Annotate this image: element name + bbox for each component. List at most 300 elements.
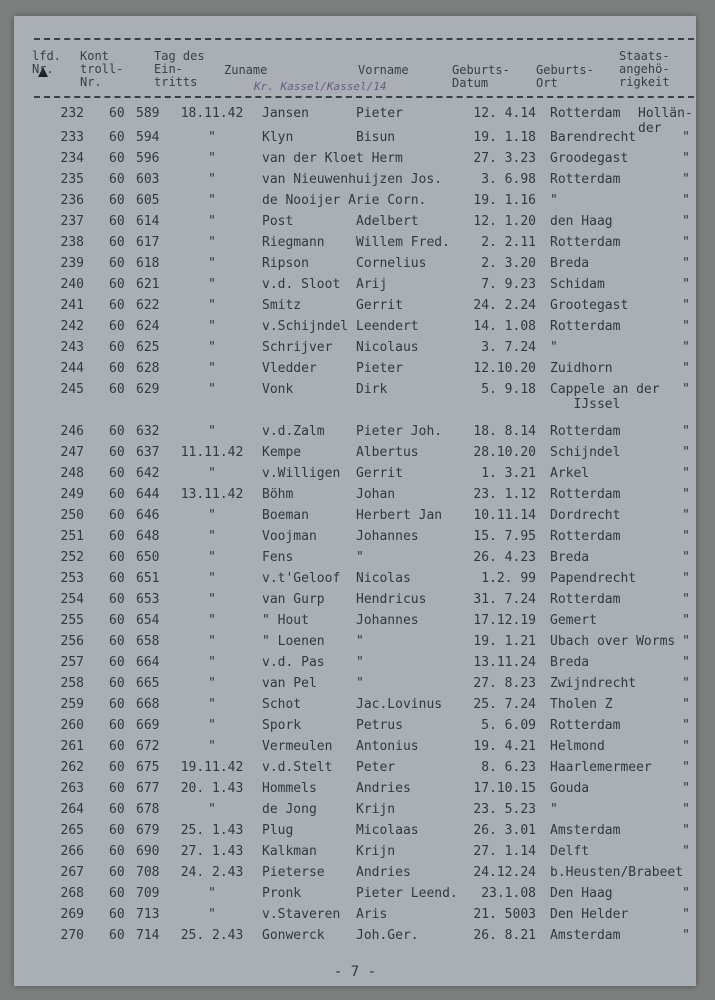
cell-a: 60 [109, 718, 125, 733]
cell-nr: 265 [60, 823, 84, 838]
cell-b: 690 [136, 844, 160, 859]
cell-staat: " [682, 529, 690, 544]
cell-staat: " [682, 781, 690, 796]
cell-a: 60 [109, 802, 125, 817]
cell-nr: 264 [60, 802, 84, 817]
cell-staat: " [682, 424, 690, 439]
cell-nr: 257 [60, 655, 84, 670]
cell-ort: Amsterdam [550, 823, 621, 838]
cell-a: 60 [109, 340, 125, 355]
cell-nr: 268 [60, 886, 84, 901]
cell-datum: 23.1.08 [481, 886, 536, 901]
cell-datum: 17.10.15 [473, 781, 536, 796]
header-geburtsdatum: Geburts- Datum [452, 63, 510, 90]
cell-staat: " [682, 928, 690, 943]
cell-ort: den Haag [550, 214, 613, 229]
cell-vorname: Aris [356, 907, 388, 922]
cell-tag: " [208, 592, 216, 607]
cell-tag: 25. 1.43 [180, 823, 244, 838]
cell-b: 658 [136, 634, 160, 649]
cell-staat: " [682, 319, 690, 334]
header-staatsangehoerigkeit: Staats- angehö- rigkeit [619, 49, 670, 89]
cell-tag: " [208, 151, 216, 166]
cell-vorname: Nicolaus [356, 340, 419, 355]
cell-a: 60 [109, 277, 125, 292]
cell-b: 714 [136, 928, 160, 943]
cell-tag: " [208, 550, 216, 565]
cell-zuname: v.d. Sloot [262, 277, 341, 292]
cell-a: 60 [109, 193, 125, 208]
cell-tag: " [208, 508, 216, 523]
cell-b: 651 [136, 571, 160, 586]
cell-staat: " [682, 466, 690, 481]
cell-nr: 242 [60, 319, 84, 334]
cell-staat: " [682, 655, 690, 670]
cell-nr: 261 [60, 739, 84, 754]
cell-vorname: Jac.Lovinus [356, 697, 443, 712]
cell-vorname: Adelbert [356, 214, 419, 229]
cell-datum: 3. 7.24 [481, 340, 536, 355]
header-vorname: Vorname [358, 63, 409, 77]
cell-a: 60 [109, 928, 125, 943]
cell-vorname: Krijn [356, 844, 396, 859]
cell-tag: " [208, 277, 216, 292]
cell-zuname: v.d.Stelt [262, 760, 333, 775]
cell-nr: 236 [60, 193, 84, 208]
cell-b: 614 [136, 214, 160, 229]
cell-a: 60 [109, 319, 125, 334]
cell-nr: 249 [60, 487, 84, 502]
cell-b: 605 [136, 193, 160, 208]
document-page [14, 16, 696, 986]
cell-a: 60 [109, 151, 125, 166]
cell-staat: Hollän- der [638, 106, 693, 136]
cell-datum: 25. 7.24 [473, 697, 536, 712]
cell-b: 679 [136, 823, 160, 838]
cell-tag: " [208, 802, 216, 817]
cell-nr: 248 [60, 466, 84, 481]
cell-staat: " [682, 445, 690, 460]
cell-a: 60 [109, 529, 125, 544]
cell-zuname: Schot [262, 697, 302, 712]
cell-staat: " [682, 214, 690, 229]
cell-nr: 262 [60, 760, 84, 775]
cell-tag: " [208, 235, 216, 250]
cell-tag: " [208, 361, 216, 376]
header-bottom-rule [34, 96, 694, 98]
cell-zuname: Pronk [262, 886, 302, 901]
cell-vorname: Bisun [356, 130, 396, 145]
cell-b: 708 [136, 865, 160, 880]
cell-b: 677 [136, 781, 160, 796]
cell-zuname: v.t'Geloof [262, 571, 341, 586]
cell-nr: 247 [60, 445, 84, 460]
cell-ort: Barendrecht [550, 130, 637, 145]
cell-zuname: v.Willigen [262, 466, 341, 481]
cell-ort: Cappele an der IJssel [550, 382, 660, 412]
cell-b: 622 [136, 298, 160, 313]
cell-tag: 27. 1.43 [180, 844, 244, 859]
cell-nr: 245 [60, 382, 84, 397]
cell-b: 648 [136, 529, 160, 544]
cell-staat: " [682, 172, 690, 187]
cell-nr: 259 [60, 697, 84, 712]
cell-vorname: " [356, 550, 364, 565]
cell-a: 60 [109, 382, 125, 397]
cell-tag: 25. 2.43 [180, 928, 244, 943]
cell-b: 669 [136, 718, 160, 733]
cell-a: 60 [109, 256, 125, 271]
cell-staat: " [682, 256, 690, 271]
cell-zuname: Ripson [262, 256, 309, 271]
cell-staat: " [682, 508, 690, 523]
cell-nr: 256 [60, 634, 84, 649]
cell-staat: " [682, 193, 690, 208]
cell-tag: " [208, 130, 216, 145]
cell-vorname: " [356, 634, 364, 649]
cell-nr: 250 [60, 508, 84, 523]
cell-zuname: Jansen [262, 106, 309, 121]
cell-datum: 13.11.24 [473, 655, 536, 670]
cell-ort: Delft [550, 844, 590, 859]
cell-ort: b.Heusten/Brabeet [550, 865, 684, 880]
cell-tag: " [208, 718, 216, 733]
cell-ort: Dordrecht [550, 508, 621, 523]
cell-tag: " [208, 886, 216, 901]
cell-nr: 258 [60, 676, 84, 691]
cell-a: 60 [109, 760, 125, 775]
cell-nr: 233 [60, 130, 84, 145]
cell-staat: " [682, 739, 690, 754]
cell-tag: " [208, 571, 216, 586]
cell-ort: Zwijndrecht [550, 676, 637, 691]
cell-ort: Rotterdam [550, 529, 621, 544]
cell-b: 596 [136, 151, 160, 166]
cell-datum: 27. 3.23 [473, 151, 536, 166]
cell-datum: 15. 7.95 [473, 529, 536, 544]
cell-ort: Haarlemermeer [550, 760, 652, 775]
cell-staat: " [682, 613, 690, 628]
cell-datum: 18. 8.14 [473, 424, 536, 439]
cell-nr: 239 [60, 256, 84, 271]
cell-datum: 2. 2.11 [481, 235, 536, 250]
cell-nr: 253 [60, 571, 84, 586]
cell-staat: " [682, 676, 690, 691]
table-header [14, 32, 696, 96]
cell-nr: 260 [60, 718, 84, 733]
cell-datum: 26. 8.21 [473, 928, 536, 943]
cell-a: 60 [109, 487, 125, 502]
cell-b: 650 [136, 550, 160, 565]
cell-ort: Breda [550, 256, 590, 271]
cell-b: 675 [136, 760, 160, 775]
cell-a: 60 [109, 781, 125, 796]
cell-a: 60 [109, 676, 125, 691]
cell-ort: Grootegast [550, 298, 629, 313]
cell-tag: " [208, 634, 216, 649]
cell-vorname: Gerrit [356, 466, 403, 481]
cell-datum: 26. 4.23 [473, 550, 536, 565]
cell-ort: Helmond [550, 739, 605, 754]
cell-ort: " [550, 802, 558, 817]
cell-vorname: Antonius [356, 739, 419, 754]
cell-zuname: Smitz [262, 298, 302, 313]
cell-zuname: de Nooijer Arie Corn. [262, 193, 427, 208]
cell-nr: 255 [60, 613, 84, 628]
cell-vorname: Petrus [356, 718, 403, 733]
cell-a: 60 [109, 508, 125, 523]
cell-a: 60 [109, 865, 125, 880]
cell-b: 637 [136, 445, 160, 460]
cell-vorname: Hendricus [356, 592, 427, 607]
cell-datum: 12. 4.14 [473, 106, 536, 121]
cell-staat: " [682, 130, 690, 145]
cell-staat: " [682, 571, 690, 586]
cell-tag: " [208, 340, 216, 355]
cell-nr: 241 [60, 298, 84, 313]
cell-staat: " [682, 802, 690, 817]
cell-vorname: Willem Fred. [356, 235, 450, 250]
cell-a: 60 [109, 571, 125, 586]
cell-b: 653 [136, 592, 160, 607]
cell-ort: Breda [550, 655, 590, 670]
cell-zuname: Plug [262, 823, 294, 838]
page-number: - 7 - [333, 964, 377, 980]
cell-vorname: Gerrit [356, 298, 403, 313]
cell-vorname: Leendert [356, 319, 419, 334]
cell-a: 60 [109, 130, 125, 145]
cell-ort: Den Helder [550, 907, 629, 922]
cell-ort: Rotterdam [550, 487, 621, 502]
cell-ort: Amsterdam [550, 928, 621, 943]
cell-vorname: Andries [356, 781, 411, 796]
cell-b: 642 [136, 466, 160, 481]
cell-zuname: Kalkman [262, 844, 317, 859]
cell-datum: 2. 3.20 [481, 256, 536, 271]
cell-tag: " [208, 466, 216, 481]
cell-vorname: Joh.Ger. [356, 928, 419, 943]
cell-nr: 269 [60, 907, 84, 922]
cell-tag: 18.11.42 [180, 106, 244, 121]
cell-vorname: Andries [356, 865, 411, 880]
cell-nr: 254 [60, 592, 84, 607]
cell-a: 60 [109, 361, 125, 376]
cell-tag: " [208, 319, 216, 334]
cell-nr: 232 [60, 106, 84, 121]
cell-tag: 11.11.42 [180, 445, 244, 460]
cell-tag: " [208, 298, 216, 313]
cell-vorname: Peter [356, 760, 396, 775]
cell-datum: 26. 3.01 [473, 823, 536, 838]
cell-zuname: Voojman [262, 529, 317, 544]
cell-nr: 237 [60, 214, 84, 229]
cell-vorname: Albertus [356, 445, 419, 460]
cell-datum: 3. 6.98 [481, 172, 536, 187]
cell-datum: 5. 9.18 [481, 382, 536, 397]
cell-tag: " [208, 382, 216, 397]
header-lfd-nr: lfd. Nr. [32, 49, 61, 76]
cell-zuname: Klyn [262, 130, 294, 145]
cell-vorname: Johan [356, 487, 396, 502]
cell-b: 618 [136, 256, 160, 271]
cell-zuname: de Jong [262, 802, 317, 817]
cell-datum: 5. 6.09 [481, 718, 536, 733]
cell-datum: 12. 1.20 [473, 214, 536, 229]
cell-a: 60 [109, 298, 125, 313]
cell-a: 60 [109, 844, 125, 859]
cell-zuname: Spork [262, 718, 302, 733]
cell-ort: Arkel [550, 466, 590, 481]
cell-b: 709 [136, 886, 160, 901]
cell-a: 60 [109, 235, 125, 250]
cell-staat: " [682, 907, 690, 922]
cell-tag: 20. 1.43 [180, 781, 244, 796]
cell-zuname: Schrijver [262, 340, 333, 355]
cell-ort: Rotterdam [550, 172, 621, 187]
cell-zuname: v.Staveren [262, 907, 341, 922]
cell-staat: " [682, 298, 690, 313]
cell-b: 665 [136, 676, 160, 691]
cell-zuname: Böhm [262, 487, 294, 502]
cell-vorname: Johannes [356, 529, 419, 544]
cell-b: 654 [136, 613, 160, 628]
cell-ort: Schidam [550, 277, 605, 292]
cell-tag: " [208, 907, 216, 922]
cell-zuname: Hommels [262, 781, 317, 796]
cell-zuname: Boeman [262, 508, 309, 523]
cell-nr: 235 [60, 172, 84, 187]
cell-zuname: v.d.Zalm [262, 424, 325, 439]
header-geburtsort: Geburts- Ort [536, 63, 594, 90]
cell-datum: 10.11.14 [473, 508, 536, 523]
cell-nr: 246 [60, 424, 84, 439]
cell-ort: Breda [550, 550, 590, 565]
cell-tag: " [208, 613, 216, 628]
cell-datum: 1. 3.21 [481, 466, 536, 481]
cell-datum: 19. 1.16 [473, 193, 536, 208]
cell-vorname: Krijn [356, 802, 396, 817]
cell-tag: " [208, 529, 216, 544]
cell-zuname: Kempe [262, 445, 302, 460]
cell-a: 60 [109, 886, 125, 901]
cell-datum: 12.10.20 [473, 361, 536, 376]
cell-nr: 266 [60, 844, 84, 859]
header-tag-des-eintritts: Tag des Ein- tritts [154, 49, 205, 89]
cell-zuname: Vledder [262, 361, 317, 376]
cell-zuname: Vermeulen [262, 739, 333, 754]
cell-vorname: Nicolas [356, 571, 411, 586]
cell-datum: 23. 1.12 [473, 487, 536, 502]
cell-ort: Rotterdam [550, 592, 621, 607]
cell-staat: " [682, 487, 690, 502]
cell-datum: 31. 7.24 [473, 592, 536, 607]
cell-staat: " [682, 361, 690, 376]
cell-staat: " [682, 886, 690, 901]
cell-b: 625 [136, 340, 160, 355]
cell-ort: Papendrecht [550, 571, 637, 586]
cell-tag: " [208, 193, 216, 208]
cell-b: 632 [136, 424, 160, 439]
cell-ort: Rotterdam [550, 235, 621, 250]
cell-tag: " [208, 172, 216, 187]
cell-vorname: Arij [356, 277, 388, 292]
cell-a: 60 [109, 823, 125, 838]
cell-ort: Den Haag [550, 886, 613, 901]
cell-datum: 17.12.19 [473, 613, 536, 628]
cell-b: 672 [136, 739, 160, 754]
cell-staat: " [682, 823, 690, 838]
cell-b: 678 [136, 802, 160, 817]
cell-nr: 252 [60, 550, 84, 565]
cell-vorname: Dirk [356, 382, 388, 397]
cell-b: 644 [136, 487, 160, 502]
cell-b: 617 [136, 235, 160, 250]
cell-a: 60 [109, 592, 125, 607]
cell-b: 594 [136, 130, 160, 145]
cell-tag: " [208, 676, 216, 691]
cell-staat: " [682, 340, 690, 355]
header-kontroll-nr: Kont troll- Nr. [80, 49, 124, 89]
cell-ort: Rotterdam [550, 424, 621, 439]
cell-b: 668 [136, 697, 160, 712]
cell-vorname: Pieter Joh. [356, 424, 443, 439]
cell-tag: " [208, 655, 216, 670]
cell-ort: Ubach over Worms [550, 634, 676, 649]
cell-datum: 24. 2.24 [473, 298, 536, 313]
cell-tag: " [208, 214, 216, 229]
cell-b: 624 [136, 319, 160, 334]
cell-zuname: van der Kloet Herm [262, 151, 403, 166]
cell-a: 60 [109, 697, 125, 712]
cell-ort: Gemert [550, 613, 597, 628]
cell-vorname: Pieter Leend. [356, 886, 458, 901]
cell-datum: 7. 9.23 [481, 277, 536, 292]
header-zuname: Zuname [224, 63, 268, 77]
cell-a: 60 [109, 739, 125, 754]
cell-staat: " [682, 697, 690, 712]
cell-nr: 238 [60, 235, 84, 250]
cell-datum: 27. 8.23 [473, 676, 536, 691]
cell-b: 628 [136, 361, 160, 376]
cell-zuname: van Pel [262, 676, 317, 691]
cell-ort: " [550, 340, 558, 355]
cell-b: 621 [136, 277, 160, 292]
cell-staat: " [682, 592, 690, 607]
cell-nr: 234 [60, 151, 84, 166]
cell-nr: 251 [60, 529, 84, 544]
cell-vorname: " [356, 676, 364, 691]
cell-datum: 23. 5.23 [473, 802, 536, 817]
cell-datum: 27. 1.14 [473, 844, 536, 859]
cell-ort: Rotterdam [550, 718, 621, 733]
cell-staat: " [682, 550, 690, 565]
cell-a: 60 [109, 424, 125, 439]
cell-staat: " [682, 277, 690, 292]
cell-ort: Tholen Z [550, 697, 613, 712]
cell-vorname: " [356, 655, 364, 670]
cell-nr: 270 [60, 928, 84, 943]
cell-staat: " [682, 634, 690, 649]
cell-ort: Rotterdam [550, 106, 621, 121]
cell-nr: 240 [60, 277, 84, 292]
cell-a: 60 [109, 907, 125, 922]
cell-vorname: Pieter [356, 361, 403, 376]
cell-staat: " [682, 760, 690, 775]
cell-datum: 28.10.20 [473, 445, 536, 460]
cell-a: 60 [109, 613, 125, 628]
cell-b: 629 [136, 382, 160, 397]
cell-a: 60 [109, 214, 125, 229]
